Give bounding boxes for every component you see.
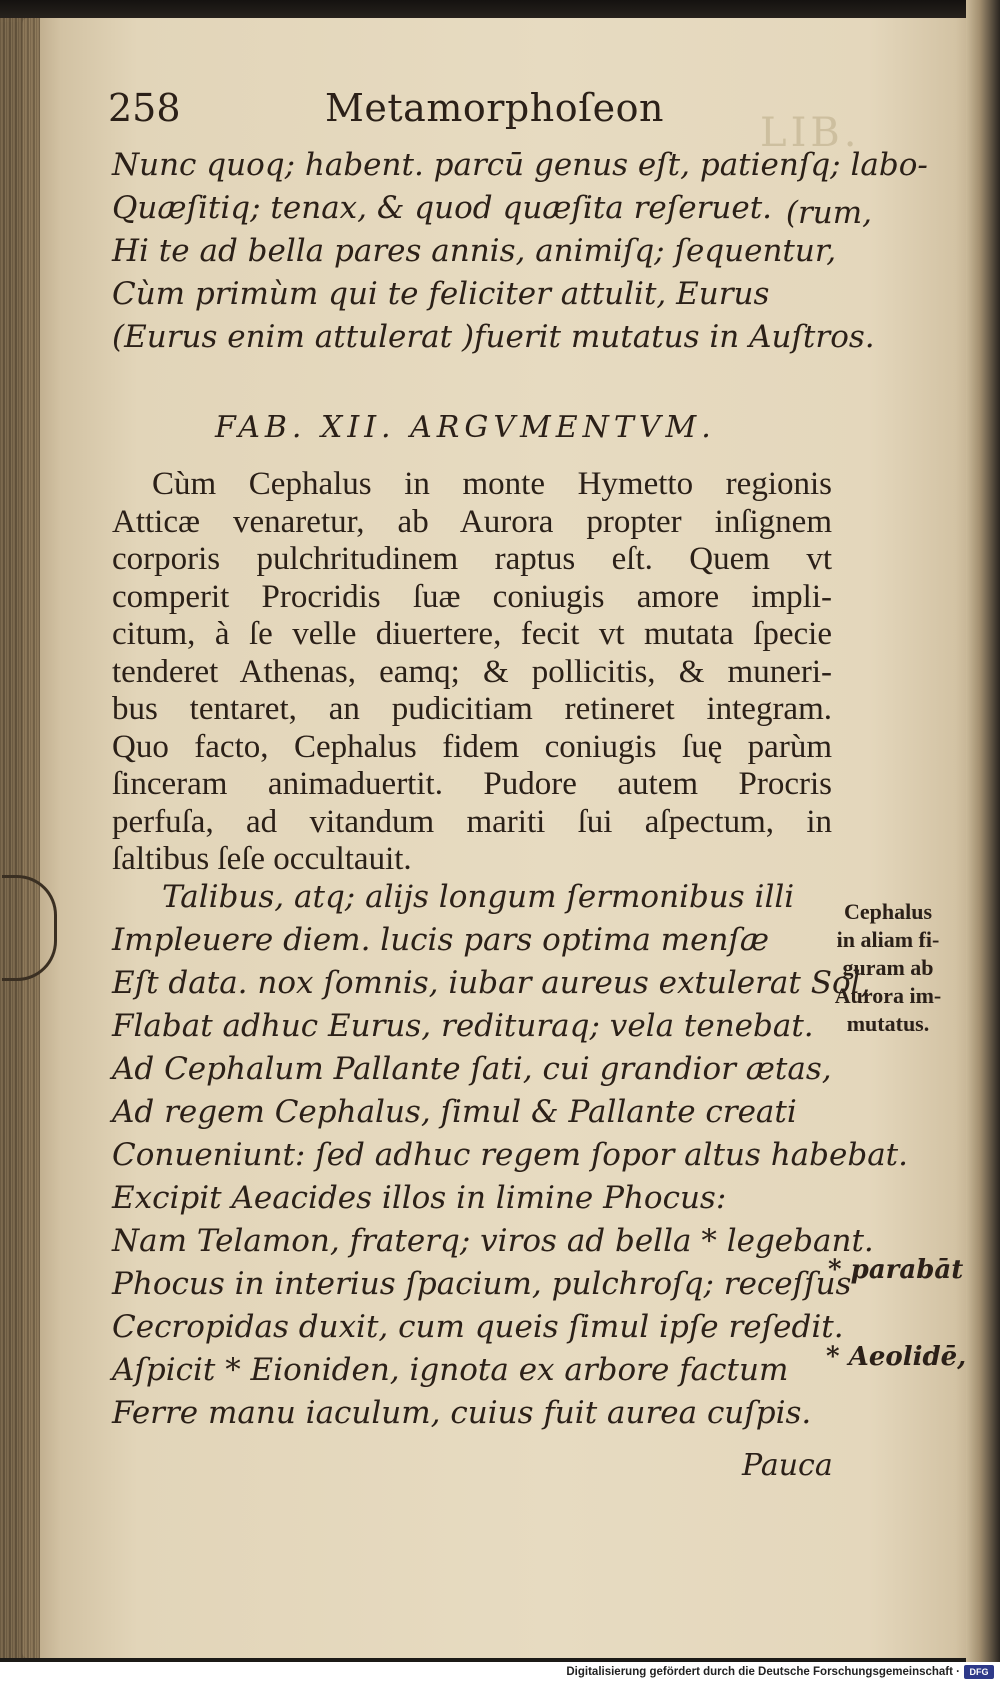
margin-note-line: guram ab <box>842 955 934 980</box>
margin-variant-reading: * parabāt <box>828 1255 964 1285</box>
margin-variant-reading: * Aeolidē, <box>826 1342 967 1372</box>
verse-line: Cecropidas duxit, cum queis ſimul ipſe reſedit. <box>112 1309 844 1345</box>
fable-heading: FAB. XII. ARGVMENTVM. <box>215 410 716 445</box>
book-clasp <box>2 875 57 981</box>
argument-line: ſaltibus ſeſe occultauit. <box>112 841 412 877</box>
verse-line: Talibus, atq; alijs longum ſermonibus illi <box>162 879 795 915</box>
digitization-footer <box>0 1662 1000 1683</box>
verse-line: Quæſitiq; tenax, & quod quæſita reſeruet. <box>112 190 773 226</box>
margin-note-line: mutatus. <box>846 1011 930 1036</box>
argument-line: perfuſa, ad vitandum mariti ſui aſpectum, in <box>112 803 832 840</box>
margin-note-line: in aliam fi- <box>836 927 940 952</box>
page-right-edge <box>966 0 1000 1662</box>
verse-line: Cùm primùm qui te feliciter attulit, Eurus <box>112 276 770 312</box>
margin-note-line: Cephalus <box>843 899 933 924</box>
verse-line: Nunc quoq; habent. parcū genus eſt, patienſq; labo- <box>112 147 928 183</box>
argument-paragraph <box>112 466 832 879</box>
show-through-text: LIB. <box>760 110 861 156</box>
verse-line: Ad Cephalum Pallante ſati, cui grandior ætas, <box>112 1051 832 1087</box>
verse-line: Ferre manu iaculum, cuius fuit aurea cuſpis. <box>112 1395 812 1431</box>
verse-line: Excipit Aeacides illos in limine Phocus: <box>112 1180 727 1216</box>
catchword: Pauca <box>742 1448 833 1483</box>
argument-line: Quo facto, Cephalus fidem coniugis ſuę parùm <box>112 728 832 765</box>
funding-credit: Digitalisierung gefördert durch die Deutsche Forschungsgemeinschaft · <box>566 1666 960 1678</box>
verse-line: Hi te ad bella pares annis, animiſq; ſequentur, <box>112 233 837 269</box>
argument-line: tenderet Athenas, eamq; & pollicitis, & muneri- <box>112 653 832 690</box>
page-number: 258 <box>108 86 181 130</box>
argument-line: citum, à ſe velle diuertere, fecit vt mutata ſpecie <box>112 616 832 652</box>
margin-note <box>828 898 948 1038</box>
argument-line: ſinceram animaduertit. Pudore autem Procris <box>112 766 832 802</box>
verse-line: (Eurus enim attulerat )fuerit mutatus in Auſtros. <box>112 319 875 355</box>
margin-note-line: Aurora im- <box>834 983 942 1008</box>
argument-line: Cùm Cephalus in monte Hymetto regionis <box>152 466 832 502</box>
verse-turnover: (rum, <box>785 195 872 231</box>
verse-line: Impleuere diem. lucis pars optima menſæ <box>112 922 770 958</box>
verse-line: Aſpicit * Eioniden, ignota ex arbore factum <box>112 1352 789 1388</box>
verse-line: Nam Telamon, fraterq; viros ad bella * legebant. <box>112 1223 874 1259</box>
argument-line: bus tentaret, an pudicitiam retineret integram. <box>112 691 832 727</box>
verse-line: Conueniunt: ſed adhuc regem ſopor altus habebat. <box>112 1137 908 1173</box>
argument-line: Atticæ venaretur, ab Aurora propter inſignem <box>112 503 832 540</box>
verse-line: Phocus in interius ſpacium, pulchroſq; receſſus <box>112 1266 852 1302</box>
running-title: Metamorphoſeon <box>325 86 664 130</box>
argument-line: comperit Procridis ſuæ coniugis amore impli- <box>112 578 832 615</box>
book-gutter <box>0 18 40 1658</box>
verse-line: Ad regem Cephalus, ſimul & Pallante creati <box>112 1094 797 1130</box>
verse-line: Flabat adhuc Eurus, redituraq; vela tenebat. <box>112 1008 814 1044</box>
top-verse-block <box>112 144 928 359</box>
dfg-logo-icon: DFG <box>964 1665 994 1679</box>
argument-line: corporis pulchritudinem raptus eſt. Quem vt <box>112 541 832 577</box>
verse-line: Eſt data. nox ſomnis, iubar aureus extulerat Sol, <box>112 965 871 1001</box>
